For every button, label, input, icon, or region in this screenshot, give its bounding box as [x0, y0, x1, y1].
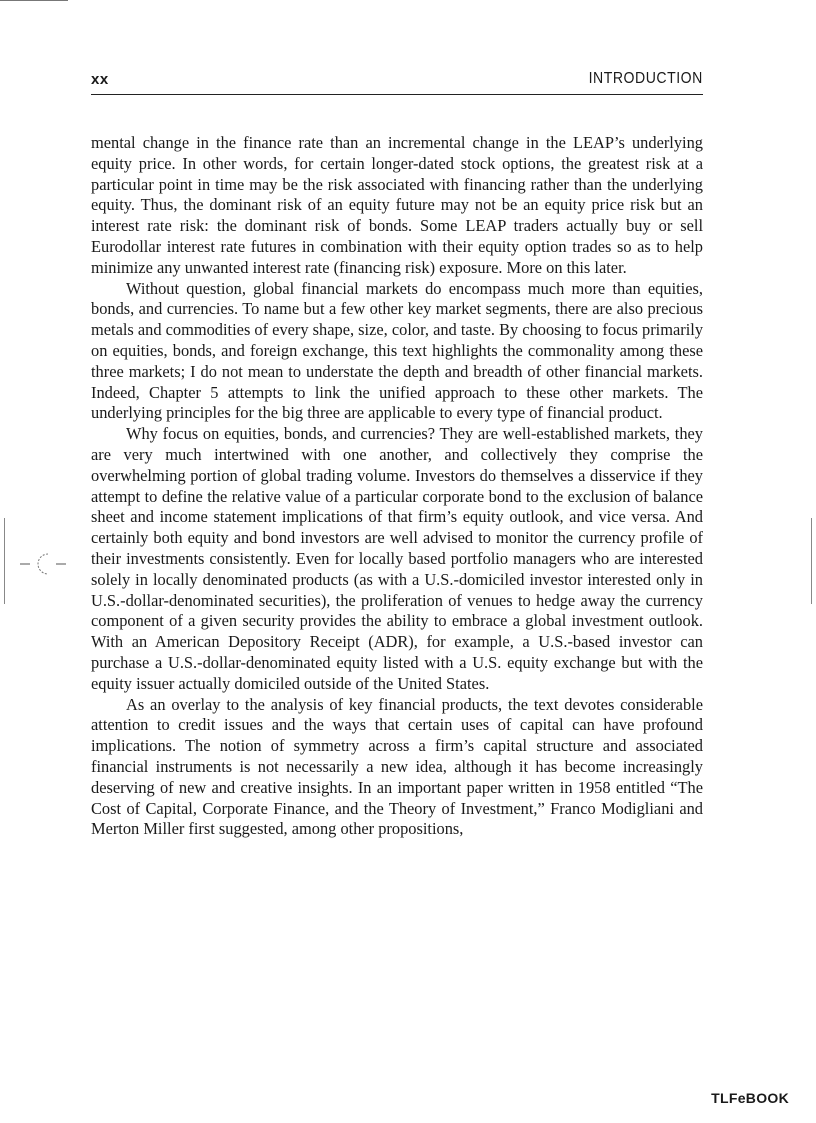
- left-margin-line: [4, 518, 5, 604]
- right-margin-line: [811, 518, 812, 604]
- paragraph-2: Without question, global financial markets do encompass much more than equities, bonds, and currencies. To name but a few other key market segments, there are also precious metals and commodities of every shape, size, color, and taste. By choosing to focus primarily on equities, bonds, and foreign exchange, this text highlights the commonality among these three markets; I do not mean to understate the depth and breadth of other financial markets. Indeed, Chapter 5 attempts to link the unified approach to these other markets. The underlying principles for the big three are applicable to every type of financial product.: [91, 278, 704, 423]
- page-number: xx: [91, 71, 109, 88]
- registration-mark-icon: [20, 550, 68, 578]
- body-text: [91, 133, 703, 840]
- paragraph-3: Why focus on equities, bonds, and currencies? They are well-established markets, they are very much intertwined with one another, and collectively they comprise the overwhelming portion of global trading volume. Investors do themselves a disservice if they attempt to define the relative value of a particular corporate bond to the exclusion of balance sheet and income statement implications of that firm’s equity outlook, and vice versa. And certainly both equity and bond investors are well advised to monitor the currency profile of their investments consistently. Even for locally based portfolio managers who are interested solely in locally denominated products (as with a U.S.-domiciled investor interested only in U.S.-dollar-denominated securities), the proliferation of venues to hedge away the currency component of a given security provides the ability to embrace a global investment outlook. With an American Depository Receipt (ADR), for example, a U.S.-based investor can purchase a U.S.-dollar-denominated equity listed with a U.S. equity exchange but with the equity issuer actually domiciled outside of the United States.: [91, 424, 703, 693]
- paragraph-1: mental change in the finance rate than an incremental change in the LEAP’s underlying equity price. In other words, for certain longer-dated stock options, the greatest risk at a particular point in time may be the risk associated with financing rather than the underlying equity. Thus, the dominant risk of an equity future may not be an equity price risk but an interest rate risk: the dominant risk of bonds. Some LEAP traders actually buy or sell Eurodollar interest rate futures in combination with their equity option trades so as to help minimize any unwanted interest rate (financing risk) exposure. More on this later.: [91, 133, 703, 277]
- page-header: [91, 70, 703, 95]
- paragraph-4: As an overlay to the analysis of key financial products, the text devotes considerable attention to credit issues and the ways that certain uses of capital can have profound implications. The notion of symmetry across a firm’s capital structure and associated financial instruments is not necessarily a new idea, although it has become increasingly deserving of new and creative insights. In an important paper written in 1958 entitled “The Cost of Capital, Corporate Finance, and the Theory of Investment,” Franco Modigliani and Merton Miller first suggested, among other propositions,: [91, 694, 703, 839]
- running-head: INTRODUCTION: [588, 70, 703, 87]
- footer-watermark: TLFeBOOK: [711, 1090, 789, 1106]
- top-crop-rule: [0, 0, 68, 1]
